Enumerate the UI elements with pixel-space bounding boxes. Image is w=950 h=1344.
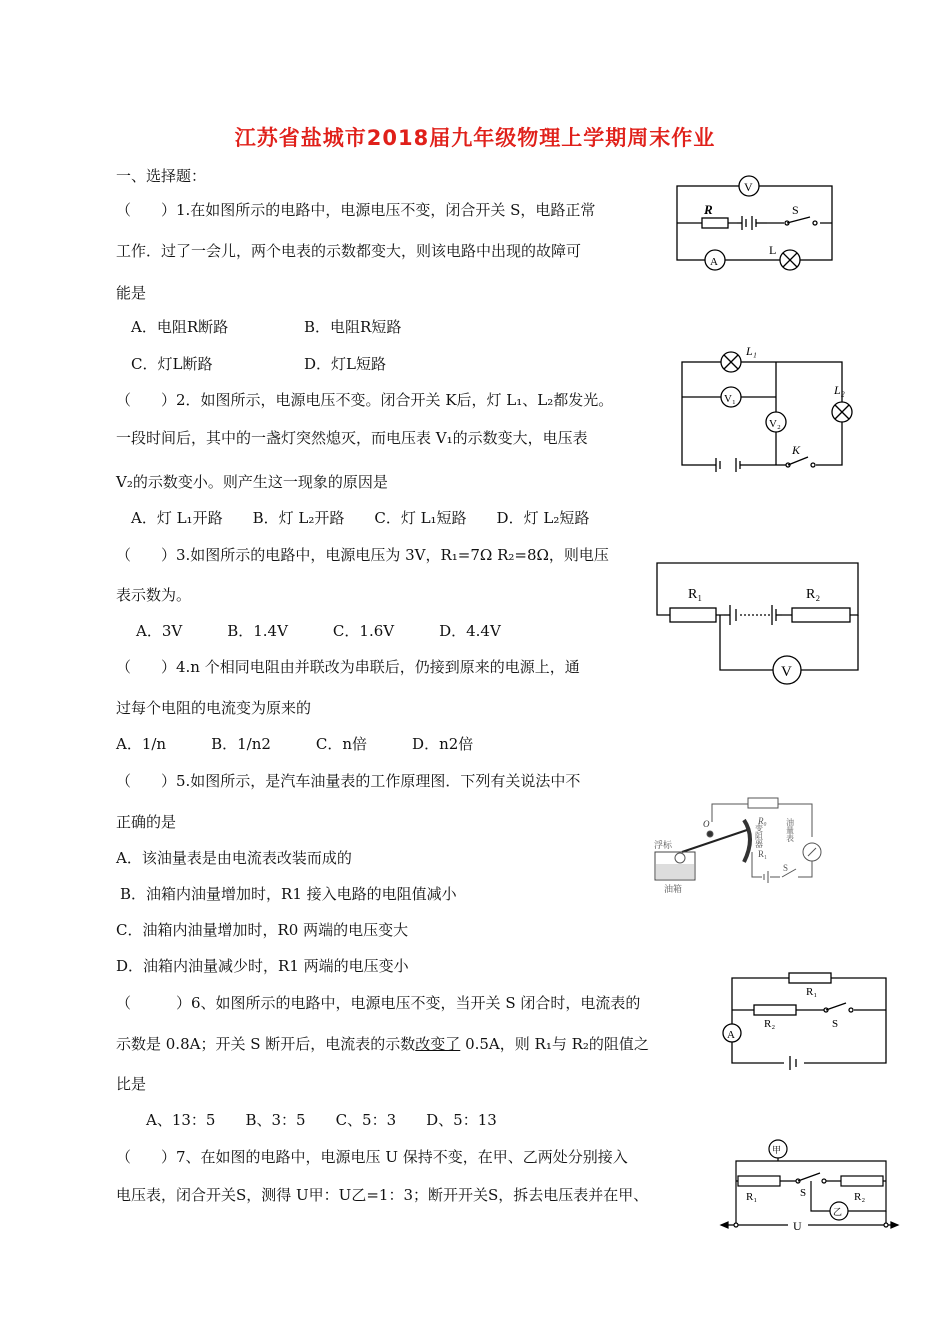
q6-line2-start: 示数是 0.8A；开关 S 断开后，电流表的示数 (116, 1035, 416, 1053)
q2-text-line2: 一段时间后，其中的一盏灯突然熄灭，而电压表 V₁的示数变大，电压表 (116, 429, 588, 447)
circuit-figure-q2 (676, 340, 856, 470)
q3-text-line2: 表示数为。 (116, 586, 192, 604)
ammeter-label: A (727, 1029, 735, 1041)
resistor-label: R (704, 202, 713, 217)
voltmeter-v2-label: V₂ (769, 418, 781, 430)
circuit-figure-q7 (716, 1133, 906, 1243)
resistor-r1-label: R₁ (688, 587, 703, 602)
circuit-figure-q3 (652, 558, 862, 693)
q6-text-line1: （ ）6、如图所示的电路中，电源电压不变，当开关 S 闭合时，电流表的 (116, 994, 641, 1012)
q1-option-d: D．灯L短路 (304, 355, 386, 373)
fuel-tank-label: 油箱 (664, 884, 683, 894)
q4-text-line1: （ ）4.n 个相同电阻由并联改为串联后，仍接到原来的电源上，通 (116, 658, 580, 676)
float-label: 浮标 (654, 840, 673, 850)
q2-options: A．灯 L₁开路 B．灯 L₂开路 C．灯 L₁短路 D．灯 L₂短路 (131, 509, 590, 527)
resistor-r2-label: R₂ (854, 1191, 866, 1203)
meter-jia-label: 甲 (772, 1145, 782, 1155)
q6-text-line3: 比是 (116, 1075, 147, 1093)
switch-label: S (783, 863, 789, 873)
switch-label: S (800, 1187, 807, 1199)
q1-option-b: B．电阻R短路 (304, 318, 402, 336)
q6-underlined-phrase: 改变了 (415, 1035, 461, 1053)
resistor-r1-label: R₁ (806, 986, 818, 998)
q5-option-b: B．油箱内油量增加时，R1 接入电路的电阻值减小 (120, 885, 457, 903)
q1-option-c: C．灯L断路 (131, 355, 213, 373)
q2-text-line3: V₂的示数变小。则产生这一现象的原因是 (116, 473, 388, 491)
switch-k-label: K (792, 443, 801, 457)
variable-resistor-label: 变阻器 (754, 824, 764, 848)
resistor-r1-label: R₁ (758, 849, 768, 859)
fuel-meter-label: 油量表 (785, 818, 795, 842)
q2-text-line1: （ ）2．如图所示，电源电压不变。闭合开关 K后，灯 L₁、L₂都发光。 (116, 391, 614, 409)
page-title: 江苏省盐城市2018届九年级物理上学期周末作业 (234, 126, 716, 150)
lamp-l2-label: L₂ (834, 383, 845, 397)
lamp-label: L (769, 243, 777, 257)
lamp-l1-label: L₁ (746, 344, 757, 358)
voltage-u-label: U (793, 1219, 802, 1233)
voltmeter-label: V (781, 664, 792, 680)
resistor-r2-label: R₂ (764, 1018, 776, 1030)
q1-option-a: A．电阻R断路 (131, 318, 229, 336)
switch-label: S (792, 203, 799, 217)
circuit-figure-q6 (714, 970, 894, 1070)
pivot-label: O (703, 819, 710, 829)
q3-options: A．3V B．1.4V C．1.6V D．4.4V (136, 622, 501, 640)
q4-options: A．1/n B．1/n2 C．n倍 D．n2倍 (116, 735, 474, 753)
voltmeter-label: V (744, 180, 753, 194)
resistor-r2-label: R₂ (806, 587, 821, 602)
q6-text-line2 (116, 1034, 649, 1054)
q5-text-line1: （ ）5.如图所示，是汽车油量表的工作原理图．下列有关说法中不 (116, 772, 581, 790)
q3-text-line1: （ ）3.如图所示的电路中，电源电压为 3V，R₁=7Ω R₂=8Ω，则电压 (116, 546, 609, 564)
q6-line2-end: 0.5A，则 R₁与 R₂的阻值之 (460, 1035, 649, 1053)
q1-text-line2: 工作．过了一会儿，两个电表的示数都变大，则该电路中出现的故障可 (116, 242, 582, 260)
q7-text-line2: 电压表，闭合开关S，测得 U甲：U乙=1：3；断开开关S，拆去电压表并在甲、 (116, 1186, 649, 1204)
meter-yi-label: 乙 (833, 1207, 843, 1217)
voltmeter-v1-label: V₁ (724, 393, 736, 405)
q5-option-a: A．该油量表是由电流表改装而成的 (116, 849, 352, 867)
q1-text-line3: 能是 (116, 284, 147, 302)
q5-text-line2: 正确的是 (116, 813, 177, 831)
q7-text-line1: （ ）7、在如图的电路中，电源电压 U 保持不变，在甲、乙两处分别接入 (116, 1148, 628, 1166)
circuit-figure-q1 (672, 172, 842, 272)
switch-label: S (832, 1018, 839, 1030)
resistor-r1-label: R₁ (746, 1191, 758, 1203)
section-heading: 一、选择题： (116, 167, 207, 185)
q1-text-line1: （ ）1.在如图所示的电路中，电源电压不变，闭合开关 S，电路正常 (116, 201, 596, 219)
q4-text-line2: 过每个电阻的电流变为原来的 (116, 699, 312, 717)
resistor-r0-label: R₀ (758, 816, 767, 826)
ammeter-label: A (710, 256, 718, 268)
q6-options: A、13：5 B、3：5 C、5：3 D、5：13 (146, 1111, 497, 1129)
q5-option-c: C．油箱内油量增加时，R0 两端的电压变大 (116, 921, 409, 939)
fuel-gauge-figure-q5 (652, 782, 832, 900)
q5-option-d: D．油箱内油量减少时，R1 两端的电压变小 (116, 957, 409, 975)
